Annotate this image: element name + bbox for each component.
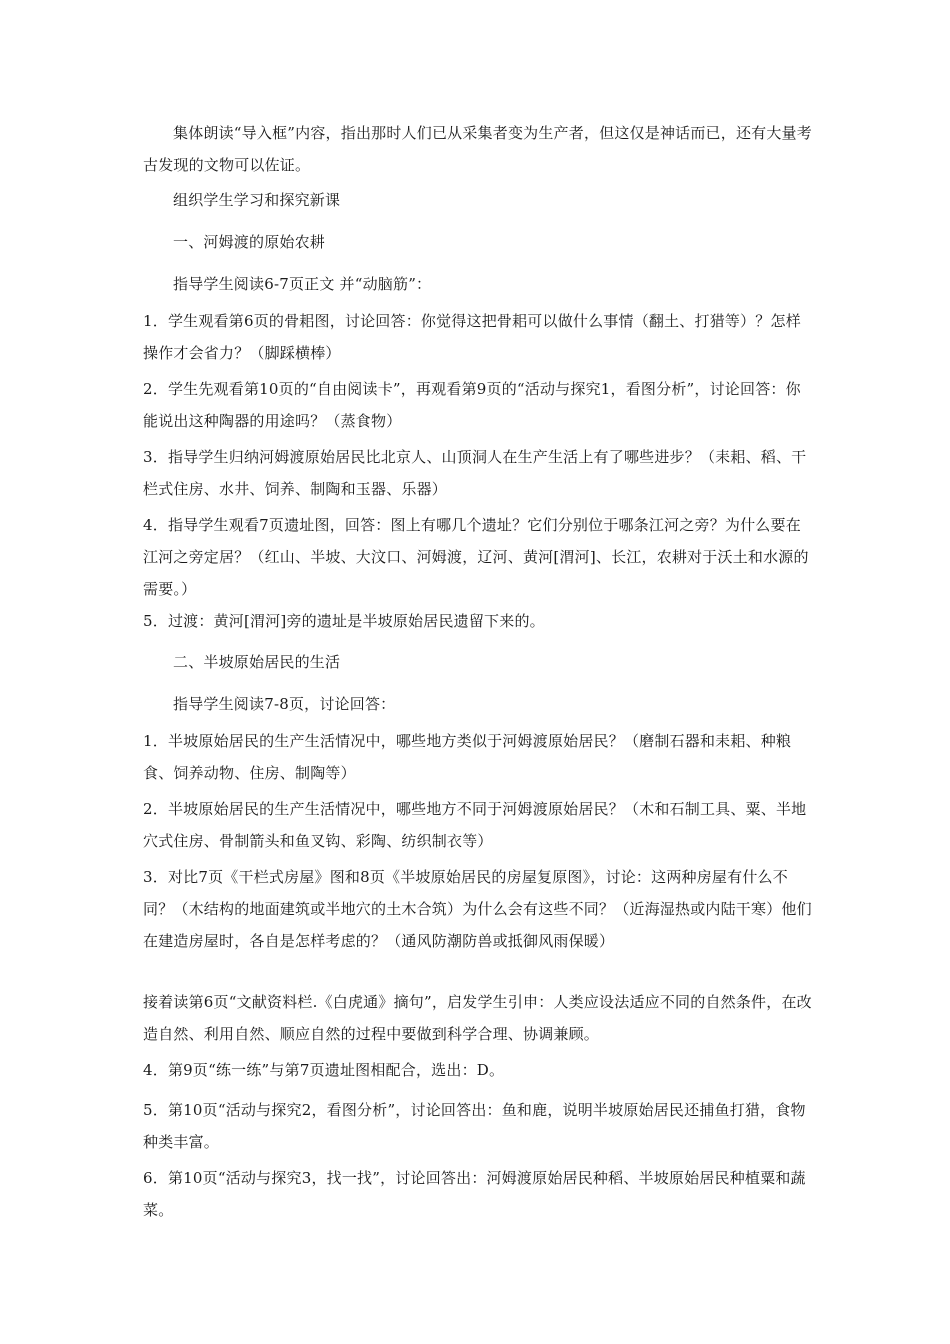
section-intro-heading: 组织学生学习和探究新课 xyxy=(173,191,341,209)
reading-paragraph: 接着读第6页“文献资料栏.《白虎通》摘句”，启发学生引申：人类应设法适应不同的自然条件，在改造自然、利用自然、顺应自然的过程中要做到科学合理、协调兼顾。 xyxy=(143,993,812,1043)
section-heading-banpo: 二、半坡原始居民的生活 xyxy=(173,653,341,671)
list-item: 3．指导学生归纳河姆渡原始居民比北京人、山顶洞人在生产生活上有了哪些进步？（耒耜、稻、干栏式住房、水井、饲养、制陶和玉器、乐器） xyxy=(143,448,807,498)
list-item: 1．学生观看第6页的骨耜图，讨论回答：你觉得这把骨耜可以做什么事情（翻土、打猎等）？怎样操作才会省力？（脚踩横棒） xyxy=(143,312,801,362)
list-item: 5．过渡：黄河[渭河]旁的遗址是半坡原始居民遗留下来的。 xyxy=(143,612,545,630)
instruction-paragraph: 指导学生阅读6-7页正文 并“动脑筋”： xyxy=(173,275,432,293)
list-item: 2．学生先观看第10页的“自由阅读卡”，再观看第9页的“活动与探究1，看图分析”，讨论回答：你能说出这种陶器的用途吗？（蒸食物） xyxy=(143,380,801,430)
list-item: 3．对比7页《干栏式房屋》图和8页《半坡原始居民的房屋复原图》，讨论：这两种房屋有什么不同？（木结构的地面建筑或半地穴的土木合筑）为什么会有这些不同？（近海湿热或内陆干寒）他们在建造房屋时，各自是怎样考虑的？（通风防潮防兽或抵御风雨保暖） xyxy=(143,868,812,950)
list-item: 4．第9页“练一练”与第7页遗址图相配合，选出：D。 xyxy=(143,1061,505,1079)
list-item: 5．第10页“活动与探究2，看图分析”，讨论回答出：鱼和鹿，说明半坡原始居民还捕鱼打猎，食物种类丰富。 xyxy=(143,1101,806,1151)
intro-paragraph: 集体朗读“导入框”内容，指出那时人们已从采集者变为生产者，但这仅是神话而已，还有大量考古发现的文物可以佐证。 xyxy=(143,124,812,174)
instruction-paragraph: 指导学生阅读7-8页，讨论回答： xyxy=(173,695,396,713)
list-item: 6．第10页“活动与探究3，找一找”，讨论回答出：河姆渡原始居民种稻、半坡原始居民种植粟和蔬菜。 xyxy=(143,1169,806,1219)
list-item: 4．指导学生观看7页遗址图，回答：图上有哪几个遗址？它们分别位于哪条江河之旁？为什么要在江河之旁定居？（红山、半坡、大汶口、河姆渡，辽河、黄河[渭河]、长江，农耕对于沃土和水源的需要。） xyxy=(143,516,809,598)
list-item: 1．半坡原始居民的生产生活情况中，哪些地方类似于河姆渡原始居民？（磨制石器和耒耜、种粮食、饲养动物、住房、制陶等） xyxy=(143,732,792,782)
list-item: 2．半坡原始居民的生产生活情况中，哪些地方不同于河姆渡原始居民？（木和石制工具、粟、半地穴式住房、骨制箭头和鱼叉钩、彩陶、纺织制衣等） xyxy=(143,800,807,850)
section-heading-hemudu: 一、河姆渡的原始农耕 xyxy=(173,233,326,251)
